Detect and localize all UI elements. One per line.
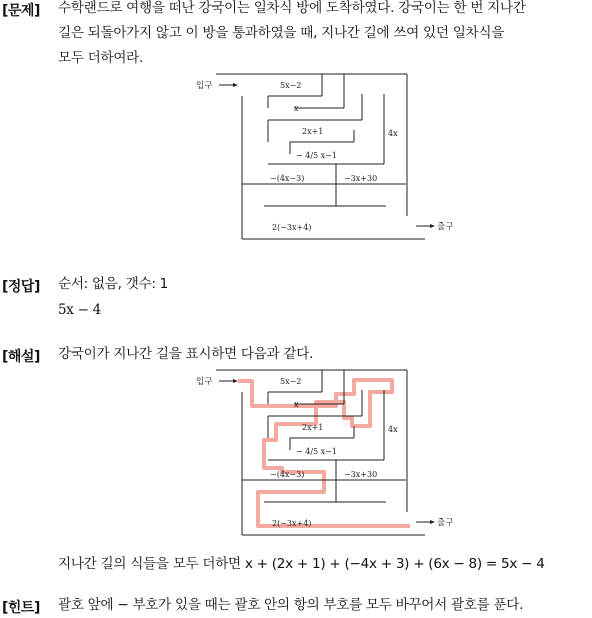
explanation-label: [해설] <box>2 349 40 365</box>
explanation-conclusion: 지나간 길의 식들을 모두 더하면 x + (2x + 1) + (−4x + 3) + (6x − 8) = 5x − 4 <box>58 556 545 572</box>
expr-4x: 4x <box>388 129 398 138</box>
expr-neg-4x-minus-3: −(4x−3) <box>270 470 305 479</box>
answer-line-2: 5x − 4 <box>58 302 101 318</box>
expr-neg-3x-plus-30: −3x+30 <box>344 174 378 183</box>
answer-label: [정답] <box>2 279 40 295</box>
expr-2-neg-3x-plus-4: 2(−3x+4) <box>272 519 312 528</box>
problem-line-1: 수학랜드로 여행을 떠난 강국이는 일차식 방에 도착하였다. 강국이는 한 번 지나간 <box>58 0 526 16</box>
expr-2x-plus-1: 2x+1 <box>302 423 324 432</box>
problem-text <box>58 0 526 71</box>
maze-diagram-solution <box>190 362 460 540</box>
problem-line-3: 모두 더하여라. <box>58 50 144 66</box>
entrance-label: 입구 <box>196 377 213 387</box>
expr-neg-four-fifths-x-minus-1: − 4/5 x−1 <box>296 447 337 456</box>
expr-5x-minus-2: 5x−2 <box>280 377 302 386</box>
exit-label: 출구 <box>437 518 454 528</box>
expr-neg-four-fifths-x-minus-1: − 4/5 x−1 <box>296 151 337 160</box>
expr-4x: 4x <box>388 425 398 434</box>
expr-x: x <box>294 400 299 409</box>
expr-neg-4x-minus-3: −(4x−3) <box>270 174 305 183</box>
answer-line-1: 순서: 없음, 갯수: 1 <box>58 276 168 292</box>
expr-neg-3x-plus-30: −3x+30 <box>344 470 378 479</box>
expr-x: x <box>294 104 299 113</box>
exit-label: 출구 <box>437 222 454 232</box>
maze-diagram-problem <box>190 66 460 244</box>
expr-2x-plus-1: 2x+1 <box>302 127 324 136</box>
explanation-intro: 강국이가 지나간 길을 표시하면 다음과 같다. <box>58 346 314 362</box>
problem-line-2: 길은 되돌아가지 않고 이 방을 통과하였을 때, 지나간 길에 쓰여 있던 일차식을 <box>58 25 505 41</box>
hint-label: [힌트] <box>2 600 40 616</box>
hint-text: 괄호 앞에 − 부호가 있을 때는 괄호 안의 항의 부호를 모두 바꾸어서 괄호를 푼다. <box>58 597 524 613</box>
problem-label: [문제] <box>2 3 40 19</box>
expr-5x-minus-2: 5x−2 <box>280 81 302 90</box>
expr-2-neg-3x-plus-4: 2(−3x+4) <box>272 223 312 232</box>
entrance-label: 입구 <box>196 81 213 91</box>
